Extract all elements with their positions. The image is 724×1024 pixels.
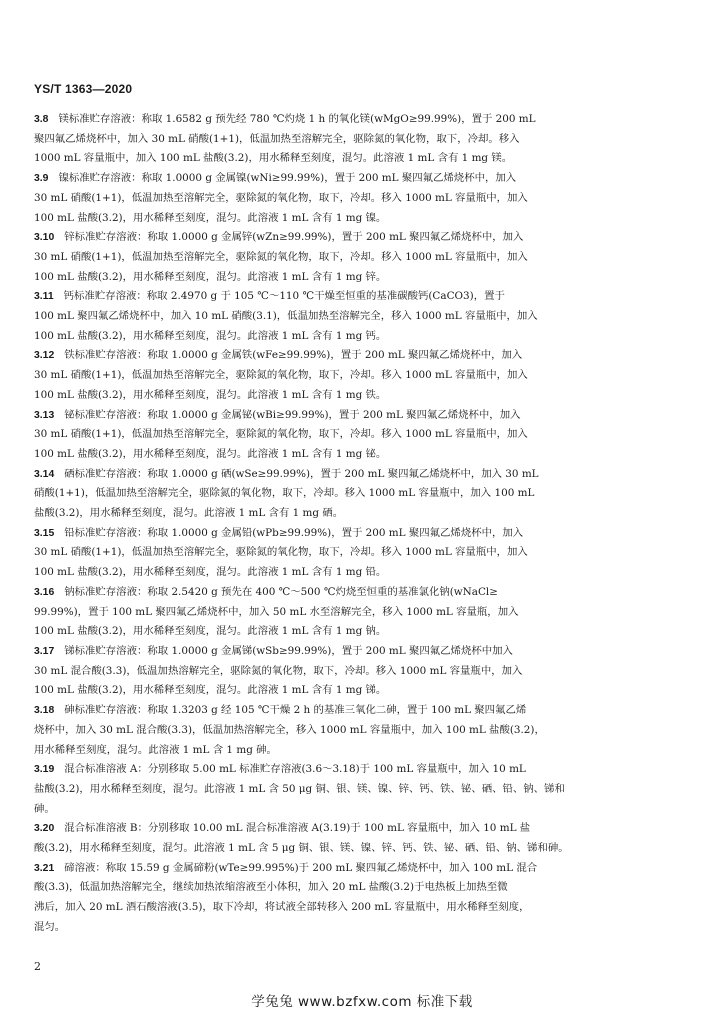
clause-line	[34, 741, 694, 761]
clause-line	[34, 248, 694, 268]
clause-text: 钠标准贮存溶液：称取 2.5420 g 预先在 400 ℃～500 ℃灼烧至恒重的基准氯化钠(wNaCl≥	[64, 585, 498, 598]
clause-line	[34, 287, 694, 307]
clause-text: 沸后，加入 20 mL 酒石酸溶液(3.5)，取下冷却，将试液全部转移入 200 mL 容量瓶中，用水稀释至刻度，	[34, 901, 530, 914]
clause-number: 3.11	[34, 291, 54, 303]
clause-text: 混匀。	[34, 920, 66, 933]
clause-line	[34, 445, 694, 465]
clause-line	[34, 110, 694, 130]
clause-line	[34, 642, 694, 662]
clause-number: 3.15	[34, 527, 55, 539]
clause-line	[34, 681, 694, 701]
clause-number: 3.18	[34, 705, 55, 717]
clause-line	[34, 189, 694, 209]
clause-line	[34, 721, 694, 741]
clause-line	[34, 386, 694, 406]
clause-3-15	[34, 524, 694, 583]
clause-text: 混合标准溶液 A：分别移取 5.00 mL 标准贮存溶液(3.6～3.18)于 100 mL 容量瓶中，加入 10 mL	[64, 763, 526, 776]
clause-text: 镁标准贮存溶液：称取 1.6582 g 预先经 780 ℃灼烧 1 h 的氧化镁(wMgO≥99.99%)，置于 200 mL	[58, 113, 536, 125]
clause-3-21	[34, 859, 694, 938]
standard-code-header: YS/T 1363—2020	[34, 82, 133, 96]
clause-text: 铋标准贮存溶液：称取 1.0000 g 金属铋(wBi≥99.99%)，置于 200 mL 聚四氟乙烯烧杯中，加入	[64, 408, 521, 421]
clause-line	[34, 465, 694, 485]
clause-line	[34, 563, 694, 583]
clause-text: 99.99%)，置于 100 mL 聚四氟乙烯烧杯中，加入 50 mL 水至溶解完全，移入 1000 mL 容量瓶，加入	[34, 605, 519, 618]
clause-text: 盐酸(3.2)，用水稀释至刻度，混匀。此溶液 1 mL 含 50 μg 铜、银、镁、镍、锌、钙、铁、铋、硒、铅、钠、锑和	[34, 782, 565, 795]
clause-text: 1000 mL 容量瓶中，加入 100 mL 盐酸(3.2)，用水稀释至刻度，混匀。此溶液 1 mL 含有 1 mg 镁。	[34, 152, 513, 165]
clause-text: 100 mL 盐酸(3.2)，用水稀释至刻度，混匀。此溶液 1 mL 含有 1 mg 锑。	[34, 684, 387, 697]
clause-line	[34, 524, 694, 544]
footer-watermark[interactable]: 学兔兔 www.bzfxw.com 标准下载	[251, 994, 473, 1010]
clause-text: 100 mL 盐酸(3.2)，用水稀释至刻度，混匀。此溶液 1 mL 含有 1 mg 铅。	[34, 566, 387, 579]
clause-number: 3.16	[34, 586, 55, 598]
clause-text: 30 mL 硝酸(1+1)，低温加热至溶解完全，驱除氮的氧化物，取下，冷却。移入 1000 mL 容量瓶中，加入	[34, 191, 528, 204]
clause-line	[34, 898, 694, 918]
clause-line	[34, 484, 694, 504]
clause-line	[34, 169, 694, 189]
clause-text: 100 mL 聚四氟乙烯烧杯中，加入 10 mL 硝酸(3.1)，低温加热至溶解完全，移入 1000 mL 容量瓶中，加入	[34, 310, 538, 323]
clause-line	[34, 662, 694, 682]
clause-3-11	[34, 287, 694, 346]
clause-line	[34, 346, 694, 366]
clause-text: 聚四氟乙烯烧杯中，加入 30 mL 硝酸(1+1)，低温加热至溶解完全，驱除氮的氧化物，取下，冷却。移入	[34, 132, 520, 145]
clause-line	[34, 859, 694, 879]
clause-text: 100 mL 盐酸(3.2)，用水稀释至刻度，混匀。此溶液 1 mL 含有 1 mg 钙。	[34, 329, 387, 342]
clause-text: 镍标准贮存溶液：称取 1.0000 g 金属镍(wNi≥99.99%)，置于 200 mL 聚四氟乙烯烧杯中，加入	[58, 172, 517, 185]
clause-text: 砷标准贮存溶液：称取 1.3203 g 经 105 ℃干燥 2 h 的基准三氧化二砷，置于 100 mL 聚四氟乙烯	[64, 704, 527, 717]
clause-text: 铁标准贮存溶液：称取 1.0000 g 金属铁(wFe≥99.99%)，置于 200 mL 聚四氟乙烯烧杯中，加入	[64, 349, 523, 362]
clause-text: 硒标准贮存溶液：称取 1.0000 g 硒(wSe≥99.99%)，置于 200 mL 聚四氟乙烯烧杯中，加入 30 mL	[64, 467, 539, 480]
clause-text: 盐酸(3.2)，用水稀释至刻度，混匀。此溶液 1 mL 含有 1 mg 硒。	[34, 507, 344, 520]
clause-text: 100 mL 盐酸(3.2)，用水稀释至刻度，混匀。此溶液 1 mL 含有 1 mg 铋。	[34, 447, 387, 460]
clause-number: 3.21	[34, 862, 55, 874]
clause-3-16	[34, 583, 694, 642]
clause-number: 3.12	[34, 350, 55, 362]
clause-number: 3.20	[34, 823, 55, 835]
clause-line	[34, 209, 694, 229]
clause-number: 3.9	[34, 173, 49, 185]
clause-text: 30 mL 硝酸(1+1)，低温加热至溶解完全，驱除氮的氧化物，取下，冷却。移入 1000 mL 容量瓶中，加入	[34, 369, 528, 382]
clause-3-20	[34, 819, 694, 858]
clause-line	[34, 130, 694, 150]
clause-line	[34, 425, 694, 445]
clause-text: 30 mL 硝酸(1+1)，低温加热至溶解完全，驱除氮的氧化物，取下，冷却。移入 1000 mL 容量瓶中，加入	[34, 250, 528, 263]
clause-line	[34, 307, 694, 327]
clause-text: 100 mL 盐酸(3.2)，用水稀释至刻度，混匀。此溶液 1 mL 含有 1 mg 钠。	[34, 625, 387, 638]
clause-3-18	[34, 701, 694, 760]
document-body	[34, 110, 694, 938]
clause-3-17	[34, 642, 694, 701]
clause-text: 铅标准贮存溶液：称取 1.0000 g 金属铅(wPb≥99.99%)，置于 200 mL 聚四氟乙烯烧杯中，加入	[64, 526, 524, 539]
clause-line	[34, 800, 694, 820]
clause-number: 3.13	[34, 409, 55, 421]
clause-number: 3.8	[34, 114, 49, 125]
clause-text: 30 mL 硝酸(1+1)，低温加热至溶解完全，驱除氮的氧化物，取下，冷却。移入 1000 mL 容量瓶中，加入	[34, 428, 528, 441]
clause-text: 100 mL 盐酸(3.2)，用水稀释至刻度，混匀。此溶液 1 mL 含有 1 mg 镍。	[34, 211, 387, 224]
clause-line	[34, 268, 694, 288]
clause-line	[34, 603, 694, 623]
clause-text: 硝酸(1+1)，低温加热至溶解完全，驱除氮的氧化物，取下，冷却。移入 1000 mL 容量瓶中，加入 100 mL	[34, 487, 535, 500]
clause-text: 砷。	[34, 802, 55, 815]
clause-line	[34, 504, 694, 524]
clause-3-9	[34, 169, 694, 228]
clause-line	[34, 819, 694, 839]
clause-line	[34, 366, 694, 386]
clause-text: 酸(3.2)，用水稀释至刻度，混匀。此溶液 1 mL 含 5 μg 铜、银、镁、镍、锌、钙、铁、铋、硒、铅、钠、锑和砷。	[34, 842, 569, 855]
clause-text: 用水稀释至刻度，混匀。此溶液 1 mL 含 1 mg 砷。	[34, 743, 277, 756]
clause-line	[34, 701, 694, 721]
clause-3-12	[34, 346, 694, 405]
clause-line	[34, 622, 694, 642]
clause-text: 碲溶液：称取 15.59 g 金属碲粉(wTe≥99.995%)于 200 mL 聚四氟乙烯烧杯中，加入 100 mL 混合	[64, 861, 538, 874]
clause-line	[34, 760, 694, 780]
clause-line	[34, 839, 694, 859]
clause-line	[34, 878, 694, 898]
clause-line	[34, 327, 694, 347]
clause-text: 钙标准贮存溶液：称取 2.4970 g 于 105 ℃～110 ℃干燥至恒重的基准碳酸钙(CaCO3)，置于	[63, 290, 505, 303]
clause-3-19	[34, 760, 694, 819]
clause-line	[34, 780, 694, 800]
clause-text: 烧杯中，加入 30 mL 混合酸(3.3)，低温加热溶解完全，移入 1000 mL 容量瓶中，加入 100 mL 盐酸(3.2)，	[34, 723, 545, 736]
clause-text: 100 mL 盐酸(3.2)，用水稀释至刻度，混匀。此溶液 1 mL 含有 1 mg 锌。	[34, 270, 387, 283]
clause-text: 混合标准溶液 B：分别移取 10.00 mL 混合标准溶液 A(3.19)于 100 mL 容量瓶中，加入 10 mL 盐	[64, 822, 531, 835]
clause-3-13	[34, 406, 694, 465]
clause-3-14	[34, 465, 694, 524]
page-number: 2	[34, 960, 41, 973]
clause-line	[34, 406, 694, 426]
clause-number: 3.14	[34, 468, 55, 480]
clause-text: 30 mL 混合酸(3.3)，低温加热溶解完全，驱除氮的氧化物，取下，冷却。移入 1000 mL 容量瓶中，加入	[34, 664, 523, 677]
clause-number: 3.19	[34, 764, 55, 776]
clause-text: 30 mL 硝酸(1+1)，低温加热至溶解完全，驱除氮的氧化物，取下，冷却。移入 1000 mL 容量瓶中，加入	[34, 546, 528, 559]
clause-3-8	[34, 110, 694, 169]
clause-line	[34, 583, 694, 603]
clause-3-10	[34, 228, 694, 287]
clause-line	[34, 149, 694, 169]
clause-text: 酸(3.3)，低温加热溶解完全，继续加热浓缩溶液至小体积，加入 20 mL 盐酸(3.2)于电热板上加热至微	[34, 881, 508, 894]
clause-line	[34, 918, 694, 938]
clause-line	[34, 228, 694, 248]
clause-text: 锑标准贮存溶液：称取 1.0000 g 金属锑(wSb≥99.99%)，置于 200 mL 聚四氟乙烯烧杯中加入	[64, 644, 513, 657]
clause-text: 锌标准贮存溶液：称取 1.0000 g 金属锌(wZn≥99.99%)，置于 200 mL 聚四氟乙烯烧杯中，加入	[64, 231, 524, 244]
clause-number: 3.17	[34, 645, 55, 657]
clause-text: 100 mL 盐酸(3.2)，用水稀释至刻度，混匀。此溶液 1 mL 含有 1 mg 铁。	[34, 388, 387, 401]
clause-line	[34, 543, 694, 563]
clause-number: 3.10	[34, 232, 55, 244]
